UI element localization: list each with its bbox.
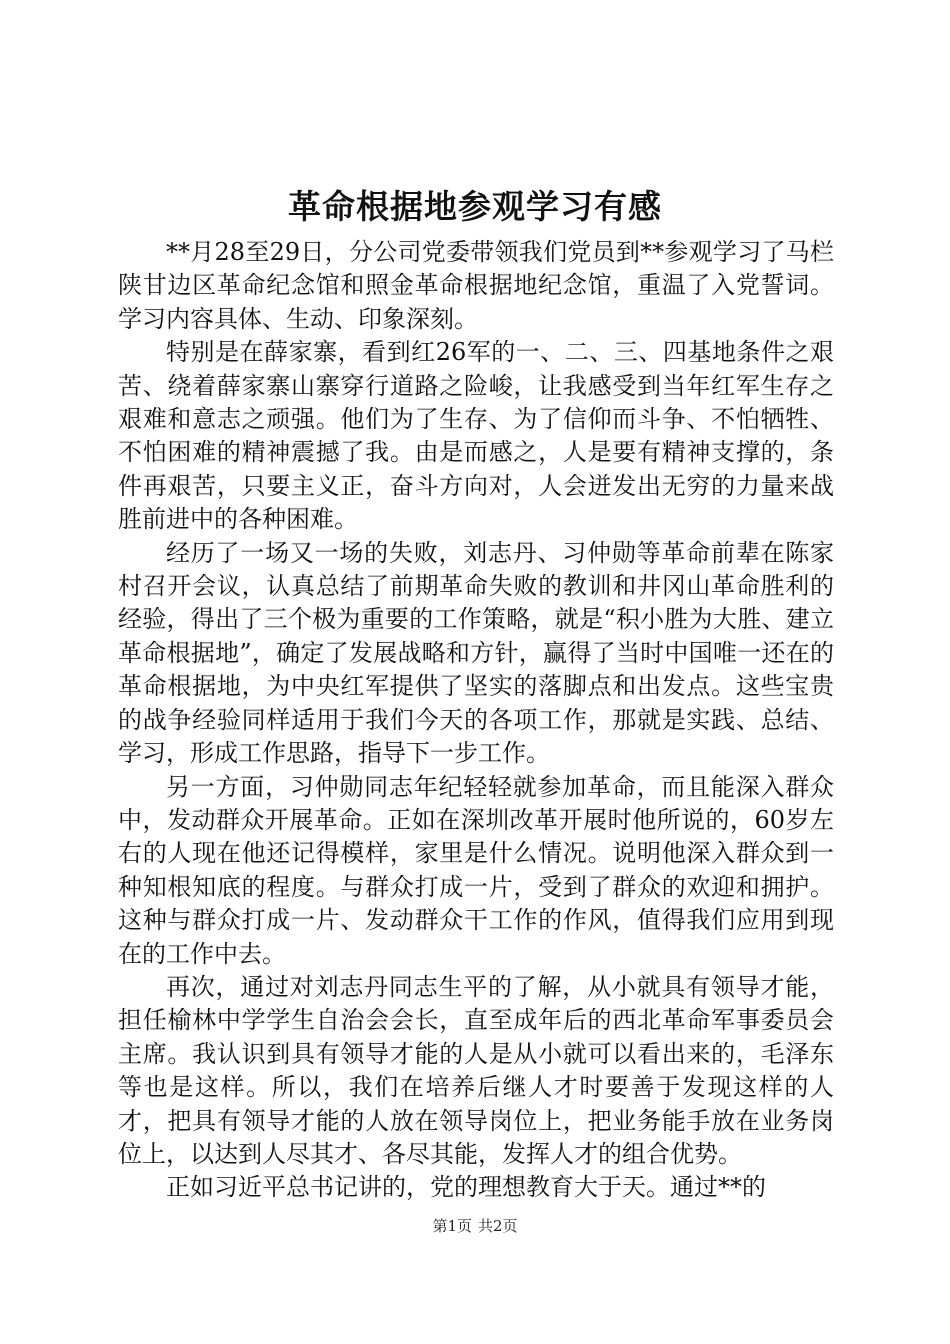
page-number-current: 第1页 (432, 1217, 472, 1235)
document-title: 革命根据地参观学习有感 (288, 187, 662, 226)
body-paragraph: 正如习近平总书记讲的，党的理想教育大于天。通过**的 (166, 1173, 766, 1202)
body-paragraph: 再次，通过对刘志丹同志生平的了解，从小就具有领导才能，担任榆林中学学生自治会会长，直至成年后的西北革命军事委员会主席。我认识到具有领导才能的人是从小就可以看出来的，毛泽东等也是这样。所以，我们在培养后继人才时要善于发现这样的人才，把具有领导才能的人放在领导岗位上，把业务能手放在业务岗位上，以达到人尽其才、各尽其能，发挥人才的组合优势。 (118, 972, 834, 1168)
body-paragraph: 特别是在薛家寨，看到红26军的一、二、三、四基地条件之艰苦、绕着薛家寨山寨穿行道路之险峻，让我感受到当年红军生存之艰难和意志之顽强。他们为了生存、为了信仰而斗争、不怕牺牲、不怕困难的精神震撼了我。由是而感之，人是要有精神支撑的，条件再艰苦，只要主义正，奋斗方向对，人会迸发出无穷的力量来战胜前进中的各种困难。 (118, 338, 834, 534)
body-paragraph: 经历了一场又一场的失败，刘志丹、习仲勋等革命前辈在陈家村召开会议，认真总结了前期革命失败的教训和井冈山革命胜利的经验，得出了三个极为重要的工作策略，就是“积小胜为大胜、建立革命根据地”，确定了发展战略和方针，赢得了当时中国唯一还在的革命根据地，为中央红军提供了坚实的落脚点和出发点。这些宝贵的战争经验同样适用于我们今天的各项工作，那就是实践、总结、学习，形成工作思路，指导下一步工作。 (118, 538, 834, 768)
body-paragraph: 另一方面，习仲勋同志年纪轻轻就参加革命，而且能深入群众中，发动群众开展革命。正如在深圳改革开展时他所说的，60岁左右的人现在他还记得模样，家里是什么情况。说明他深入群众到一种知根知底的程度。与群众打成一片，受到了群众的欢迎和拥护。这种与群众打成一片、发动群众干工作的作风，值得我们应用到现在的工作中去。 (118, 772, 834, 968)
page-number-total: 共2页 (478, 1217, 518, 1235)
page-footer (0, 1215, 950, 1237)
body-paragraph: **月28至29日，分公司党委带领我们党员到**参观学习了马栏陕甘边区革命纪念馆和照金革命根据地纪念馆，重温了入党誓词。学习内容具体、生动、印象深刻。 (118, 238, 834, 333)
document-body (118, 236, 834, 1205)
